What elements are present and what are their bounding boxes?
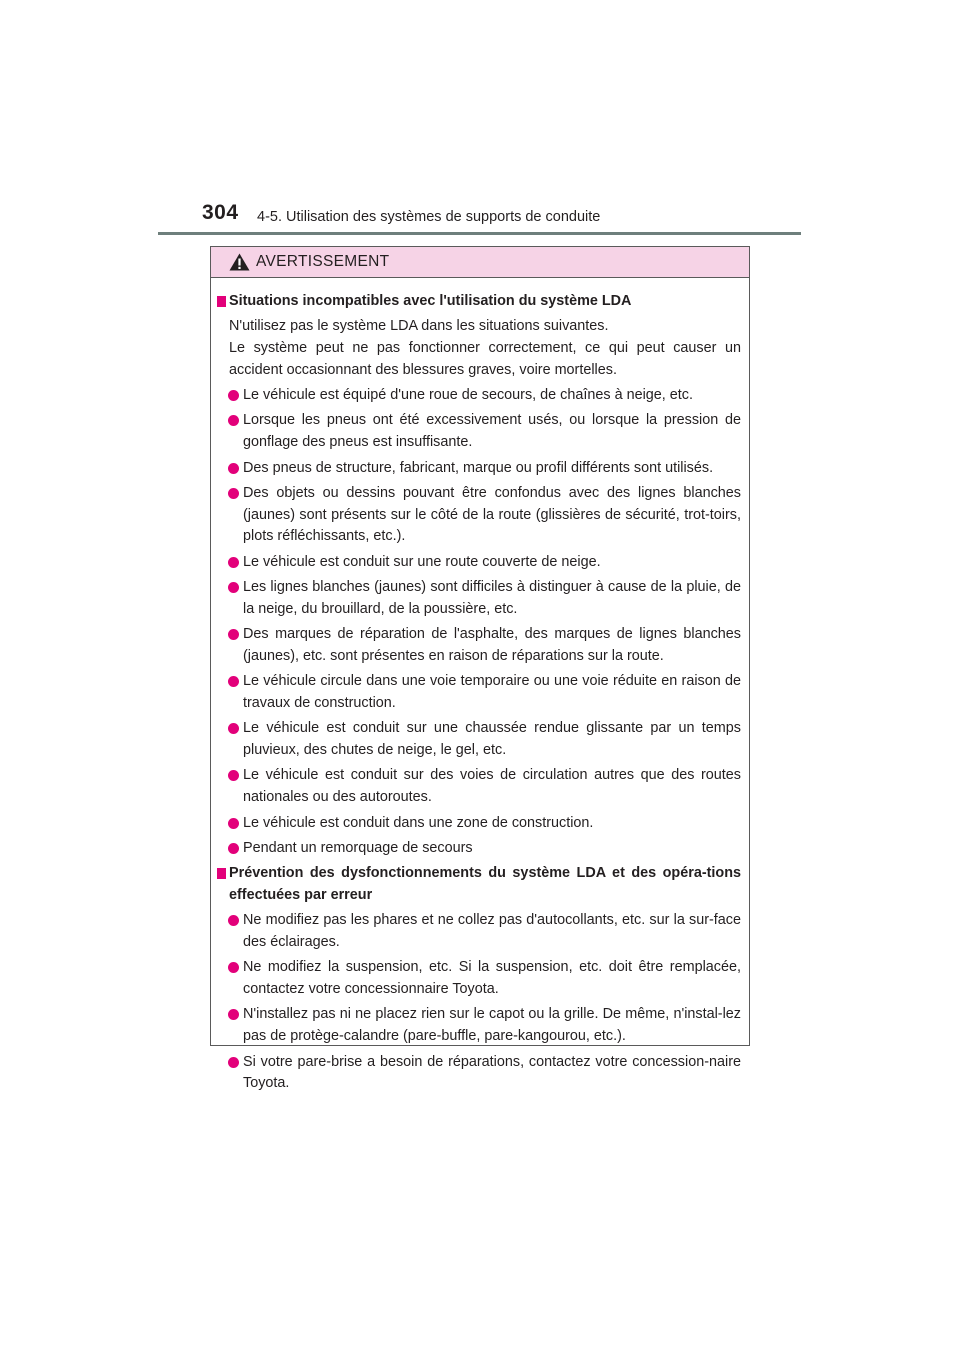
list-item: Des objets ou dessins pouvant être confondus avec des lignes blanches (jaunes) sont présents sur le côté de la route (glissières de sécurité, trot-toirs, plots réfléchissants, etc.). xyxy=(217,483,741,548)
paragraph: Le système peut ne pas fonctionner correctement, ce qui peut causer un accident occasionnant des blessures graves, voire mortelles. xyxy=(229,340,741,378)
bullet-dot-icon xyxy=(228,723,239,734)
paragraph: N'utilisez pas le système LDA dans les situations suivantes. xyxy=(229,318,609,335)
warning-header xyxy=(211,247,749,278)
list-item: Les lignes blanches (jaunes) sont difficiles à distinguer à cause de la pluie, de la neige, du brouillard, de la poussière, etc. xyxy=(217,577,741,621)
list-item: Lorsque les pneus ont été excessivement usés, ou lorsque la pression de gonflage des pneus est insuffisante. xyxy=(217,410,741,454)
bullet-dot-icon xyxy=(228,770,239,781)
bullet-dot-icon xyxy=(228,488,239,499)
list-item: Le véhicule circule dans une voie temporaire ou une voie réduite en raison de travaux de construction. xyxy=(217,671,741,715)
warning-label: AVERTISSEMENT xyxy=(256,253,390,270)
bullet-dot-icon xyxy=(228,415,239,426)
square-bullet-icon xyxy=(217,868,226,879)
list-item: Le véhicule est conduit sur une chaussée rendue glissante par un temps pluvieux, des chutes de neige, le gel, etc. xyxy=(217,718,741,762)
warning-box xyxy=(210,246,750,1092)
bullet-dot-icon xyxy=(228,818,239,829)
bullet-dot-icon xyxy=(228,557,239,568)
list-item: Le véhicule est équipé d'une roue de secours, de chaînes à neige, etc. xyxy=(217,385,741,407)
list-item: N'installez pas ni ne placez rien sur le capot ou la grille. De même, n'instal-lez pas de protège-calandre (pare-buffle, pare-kangourou, etc.). xyxy=(217,1004,741,1048)
warning-content xyxy=(211,278,749,1095)
list-item: Des marques de réparation de l'asphalte, des marques de lignes blanches (jaunes), etc. sont présentes en raison de réparations sur la route. xyxy=(217,624,741,668)
bullet-dot-icon xyxy=(228,463,239,474)
bullet-dot-icon xyxy=(228,676,239,687)
bullet-dot-icon xyxy=(228,915,239,926)
bullet-dot-icon xyxy=(228,390,239,401)
square-bullet-icon xyxy=(217,296,226,307)
section-header: 4-5. Utilisation des systèmes de supports de conduite xyxy=(257,209,601,225)
bullet-dot-icon xyxy=(228,1057,239,1068)
list-item: Ne modifiez pas les phares et ne collez pas d'autocollants, etc. sur la sur-face des éclairages. xyxy=(217,910,741,954)
list-item: Si votre pare-brise a besoin de réparations, contactez votre concession-naire Toyota. xyxy=(217,1052,741,1096)
warning-triangle-icon xyxy=(229,253,250,271)
page-number: 304 xyxy=(202,201,239,224)
header-divider xyxy=(158,232,801,235)
bullet-dot-icon xyxy=(228,843,239,854)
section-title: Prévention des dysfonctionnements du système LDA et des opéra-tions effectuées par erreur xyxy=(217,863,741,907)
list-item: Des pneus de structure, fabricant, marque ou profil différents sont utilisés. xyxy=(217,458,741,480)
bullet-dot-icon xyxy=(228,582,239,593)
bullet-dot-icon xyxy=(228,962,239,973)
list-item: Le véhicule est conduit sur une route couverte de neige. xyxy=(217,552,741,574)
list-item: Ne modifiez la suspension, etc. Si la suspension, etc. doit être remplacée, contactez votre concessionnaire Toyota. xyxy=(217,957,741,1001)
bullet-dot-icon xyxy=(228,629,239,640)
list-item: Pendant un remorquage de secours xyxy=(217,838,741,860)
bullet-dot-icon xyxy=(228,1009,239,1020)
list-item: Le véhicule est conduit sur des voies de circulation autres que des routes nationales ou des autoroutes. xyxy=(217,765,741,809)
list-item: Le véhicule est conduit dans une zone de construction. xyxy=(217,813,741,835)
section-title: Situations incompatibles avec l'utilisation du système LDA xyxy=(217,291,741,313)
